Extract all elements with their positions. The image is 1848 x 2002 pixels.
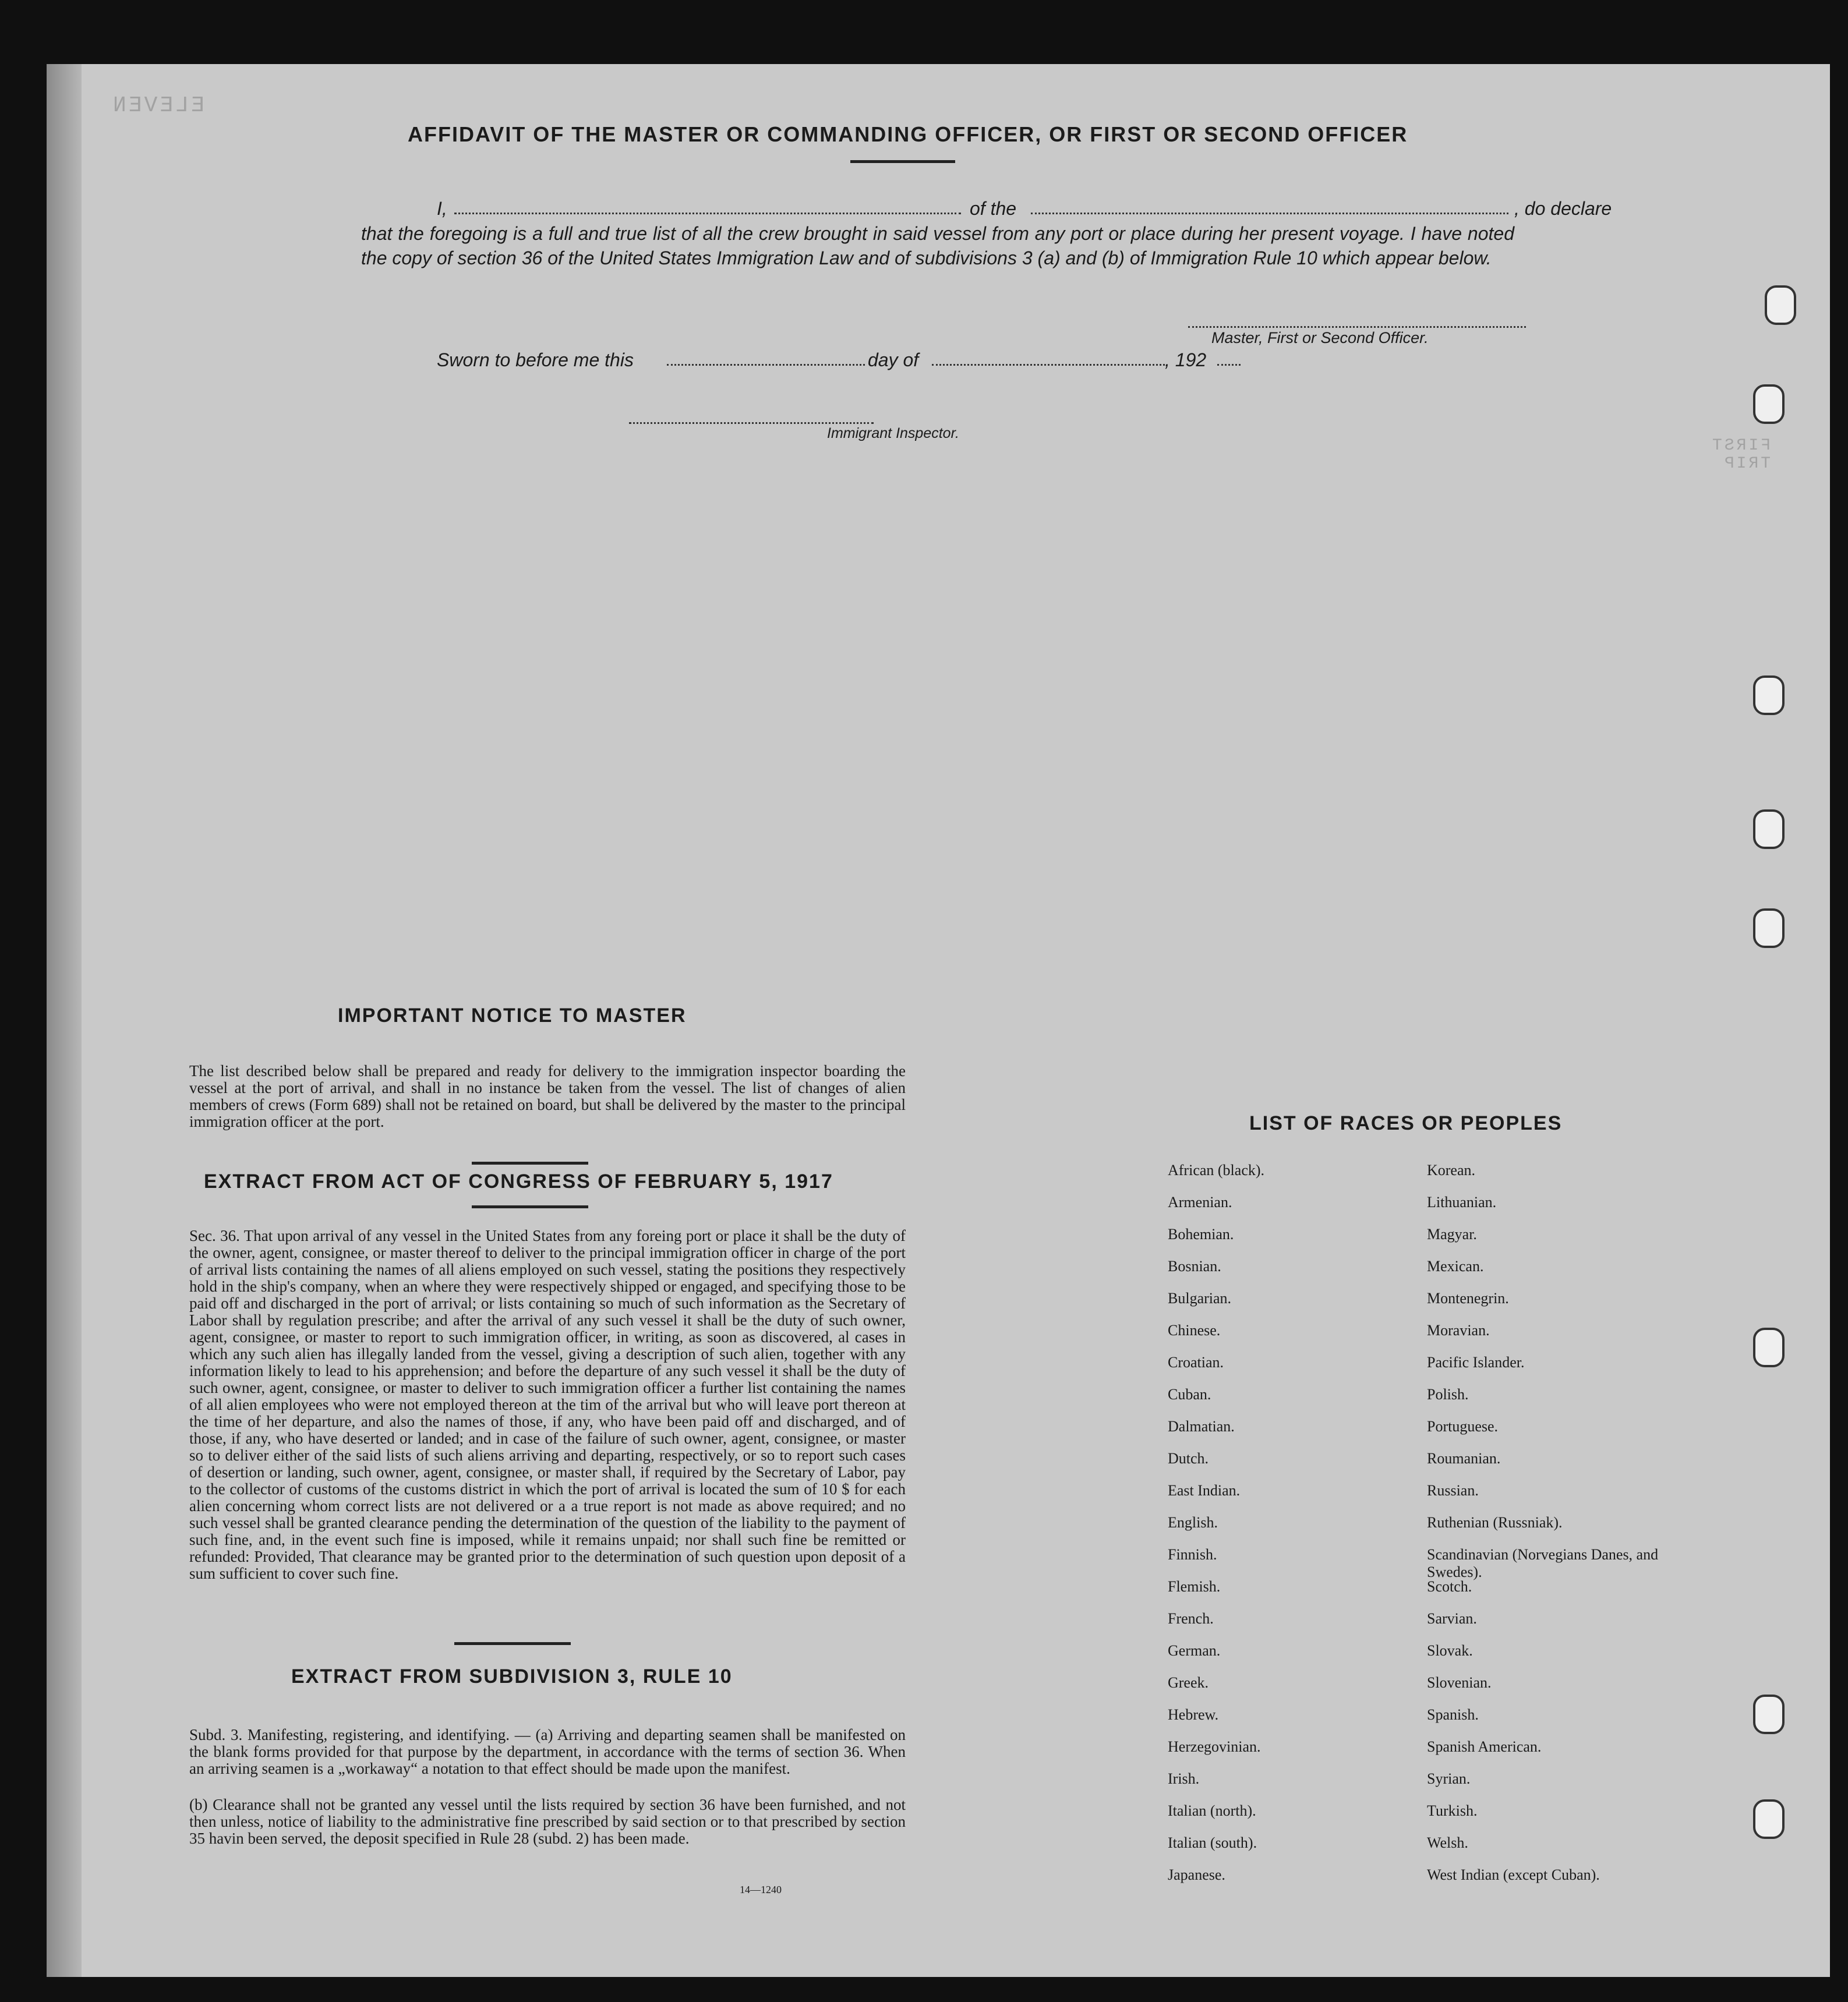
race-item: Dutch. — [1168, 1450, 1209, 1467]
race-item: Moravian. — [1427, 1322, 1490, 1339]
race-item: Scotch. — [1427, 1578, 1472, 1595]
binder-hole — [1753, 1695, 1785, 1734]
race-item: Slovenian. — [1427, 1674, 1492, 1691]
binder-hole — [1753, 908, 1785, 948]
race-item: Herzegovinian. — [1168, 1738, 1261, 1755]
race-item: African (black). — [1168, 1162, 1265, 1179]
day-of-label: day of — [868, 349, 919, 370]
extract-act-title: EXTRACT FROM ACT OF CONGRESS OF FEBRUARY 5, 1917 — [204, 1170, 833, 1193]
race-item: Pacific Islander. — [1427, 1354, 1525, 1371]
binder-hole — [1753, 809, 1785, 849]
race-item: Dalmatian. — [1168, 1418, 1235, 1435]
race-item: Spanish American. — [1427, 1738, 1542, 1755]
binder-hole — [1753, 1328, 1785, 1367]
extract-rule-body-b: (b) Clearance shall not be granted any vessel until the lists required by section 36 have been furnished, and not then unless, notice of liability to the administrative fine prescribed by said section or to that prescribed by section 35 havin been served, the deposit specified in Rule 28 (subd. 2) has been made. — [189, 1796, 906, 1847]
race-item: Polish. — [1427, 1386, 1469, 1403]
sworn-day-line[interactable] — [667, 364, 865, 366]
race-item: Slovak. — [1427, 1642, 1473, 1659]
race-item: Spanish. — [1427, 1706, 1479, 1723]
notice-title: IMPORTANT NOTICE TO MASTER — [338, 1004, 687, 1027]
race-item: Korean. — [1427, 1162, 1476, 1179]
vessel-name-line[interactable] — [1031, 213, 1508, 214]
race-item: Turkish. — [1427, 1802, 1478, 1819]
binder-hole — [1765, 285, 1796, 325]
race-item: Irish. — [1168, 1770, 1200, 1787]
race-item: French. — [1168, 1610, 1214, 1627]
race-item: Ruthenian (Russniak). — [1427, 1514, 1563, 1531]
race-item: Bosnian. — [1168, 1258, 1221, 1275]
race-item: Welsh. — [1427, 1834, 1468, 1851]
race-item: Finnish. — [1168, 1546, 1217, 1563]
race-item: Italian (north). — [1168, 1802, 1256, 1819]
notice-body: The list described below shall be prepared and ready for delivery to the immigration inspector boarding the vessel at the port of arrival, and shall in no instance be taken from the vessel. The list of changes of alien members of crews (Form 689) shall not be retained on board, but shall be delivered by the master to the principal immigration officer at the port. — [189, 1062, 906, 1130]
race-item: English. — [1168, 1514, 1218, 1531]
affidavit-rule — [850, 160, 955, 163]
race-item: Greek. — [1168, 1674, 1209, 1691]
extract-rule-rule — [454, 1642, 571, 1645]
document-page — [47, 64, 1830, 1977]
race-item: Italian (south). — [1168, 1834, 1257, 1851]
inspector-signature-line[interactable] — [629, 422, 874, 424]
form-number: 14—1240 — [740, 1884, 782, 1895]
binder-hole — [1753, 1799, 1785, 1839]
binder-hole — [1753, 384, 1785, 424]
inspector-label: Immigrant Inspector. — [827, 425, 959, 441]
race-item: Bulgarian. — [1168, 1290, 1232, 1307]
race-item: Russian. — [1427, 1482, 1479, 1499]
race-item: Croatian. — [1168, 1354, 1224, 1371]
affidavit-of-the: of the — [970, 198, 1017, 219]
race-item: Roumanian. — [1427, 1450, 1501, 1467]
sworn-label: Sworn to before me this — [437, 349, 634, 370]
race-item: German. — [1168, 1642, 1221, 1659]
year-label: , 192 — [1165, 349, 1207, 370]
race-item: Flemish. — [1168, 1578, 1221, 1595]
race-item: Mexican. — [1427, 1258, 1484, 1275]
race-item: Lithuanian. — [1427, 1194, 1497, 1211]
extract-rule-body-a: Subd. 3. Manifesting, registering, and identifying. — (a) Arriving and departing seamen shall be manifested on the blank forms provided for that purpose by the department, in accordance with the terms of section 36. When an arriving seamen is a „workaway“ a notation to that effect should be made upon the manifest. — [189, 1726, 906, 1777]
bleed-through-eleven: ELEVEN — [111, 93, 204, 118]
race-item: East Indian. — [1168, 1482, 1241, 1499]
race-item: Bohemian. — [1168, 1226, 1234, 1243]
race-item: Scandinavian (Norvegians Danes, and Swedes). — [1427, 1546, 1659, 1580]
race-item: Portuguese. — [1427, 1418, 1499, 1435]
race-item: Montenegrin. — [1427, 1290, 1509, 1307]
races-title: LIST OF RACES OR PEOPLES — [1249, 1112, 1563, 1134]
extract-act-rule-top — [472, 1162, 588, 1165]
page-binding-edge — [47, 64, 82, 1977]
race-item: Japanese. — [1168, 1866, 1225, 1883]
races-left-column — [1168, 1162, 1418, 1898]
race-item: Syrian. — [1427, 1770, 1471, 1787]
sworn-month-line[interactable] — [932, 364, 1165, 366]
affidavit-declare: , do declare — [1514, 198, 1612, 219]
declarant-name-line[interactable] — [454, 213, 961, 214]
extract-act-rule-bottom — [472, 1205, 588, 1208]
affidavit-i: I, — [437, 198, 447, 219]
binder-hole — [1753, 675, 1785, 715]
race-item: Chinese. — [1168, 1322, 1221, 1339]
bleed-through-first-trip: FIRST TRIP — [1709, 437, 1771, 473]
race-item: Magyar. — [1427, 1226, 1477, 1243]
sworn-year-line[interactable] — [1217, 364, 1241, 366]
affidavit-title: AFFIDAVIT OF THE MASTER OR COMMANDING OFFICER, OR FIRST OR SECOND OFFICER — [408, 122, 1408, 146]
race-item: Cuban. — [1168, 1386, 1211, 1403]
master-signature-line[interactable] — [1188, 326, 1526, 328]
extract-act-body: Sec. 36. That upon arrival of any vessel in the United States from any foreing port or place it shall be the duty of the owner, agent, consignee, or master thereof to deliver to the principal immigration officer in charge of the port of arrival lists containing the names of all aliens employed on such vessel, stating the positions they respectively hold in the ship's company, when an where they were respectively shipped or engaged, and specifying those to be paid off and discharged in the port of arrival; or lists containing so much of such information as the Secretary of Labor shall by regulation prescribe; and after the arrival of any such vessel it shall be the duty of such owner, agent, consignee, or master to report to such immigration officer, in writing, as soon as discovered, al cases in which any such alien has illegally landed from the vessel, giving a description of such alien, together with any information likely to lead to his apprehension; and before the departure of any such vessel it shall be the duty of such owner, agent, consignee, or master to deliver to such immigration officer a further list containing the names of all alien employees who were not employed thereon at the tim of the arrival but who will leave port thereon at the time of her departure, and also the names of those, if any, who have been paid off and discharged, and of those, if any, who have deserted or landed; and in case of the failure of such owner, agent, consignee, or master so to deliver either of the said lists of such aliens arriving and departing, respectively, or so to report such cases of desertion or landing, such owner, agent, consignee, or master shall, if required by the Secretary of Labor, pay to the collector of customs of the customs district in which the port of arrival is located the sum of 10 $ for each alien concerning whom correct lists are not delivered or a a true report is not made as above required; and no such vessel shall be granted clearance pending the determination of the question of the liability to the payment of such fine, and, in the event such fine is imposed, while it remains unpaid; nor shall such fine be remitted or refunded: Provided, That clearance may be granted prior to the determination of such question upon deposit of a sum sufficient to cover such fine. — [189, 1227, 906, 1582]
extract-rule-title: EXTRACT FROM SUBDIVISION 3, RULE 10 — [291, 1665, 733, 1688]
race-item: Sarvian. — [1427, 1610, 1477, 1627]
race-item: West Indian (except Cuban). — [1427, 1866, 1600, 1883]
races-right-column — [1427, 1162, 1695, 1898]
affidavit-body: that the foregoing is a full and true list of all the crew brought in said vessel from any port or place during her present voyage. I have noted the copy of section 36 of the United States Immigration Law and of subdivisions 3 (a) and (b) of Immigration Rule 10 which appear below. — [361, 223, 1514, 268]
race-item: Hebrew. — [1168, 1706, 1219, 1723]
race-item: Armenian. — [1168, 1194, 1232, 1211]
master-label: Master, First or Second Officer. — [1211, 329, 1429, 346]
